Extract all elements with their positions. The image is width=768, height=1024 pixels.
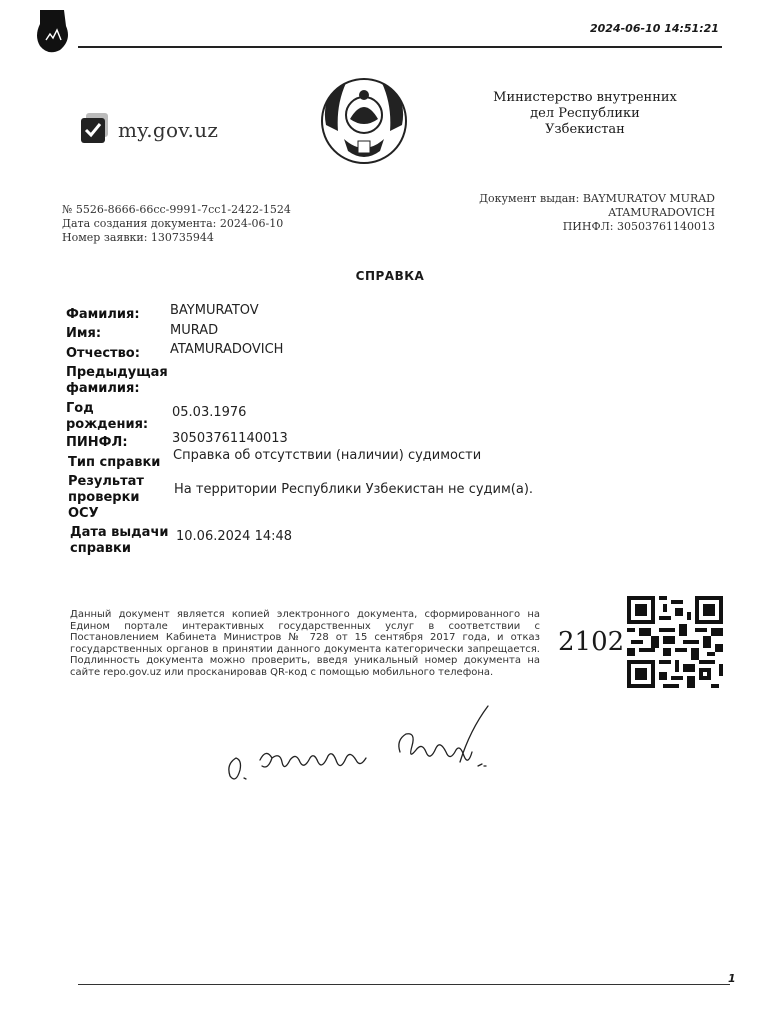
field-value-pinfl: 30503761140013: [172, 431, 288, 446]
qr-code-icon: [627, 596, 723, 692]
field-label-name: Имя:: [66, 326, 102, 341]
field-label-pinfl: ПИНФЛ:: [66, 435, 128, 450]
field-label-check-result: [68, 474, 144, 522]
document-created-date: Дата создания документа: 2024-06-10: [62, 217, 284, 230]
top-divider: [78, 46, 722, 48]
ministry-line: Министерство внутренних: [493, 90, 677, 105]
application-number: Номер заявки: 130735944: [62, 231, 214, 244]
issued-to: [440, 192, 715, 234]
ministry-name: [480, 90, 690, 138]
label-line: Результат: [68, 474, 144, 489]
label-line: фамилия:: [66, 381, 140, 396]
mygov-logo: [80, 112, 218, 148]
field-value-issue-date: 10.06.2024 14:48: [176, 529, 293, 544]
field-value-name: MURAD: [170, 323, 219, 338]
stamp-mark-icon: [34, 6, 72, 58]
issued-to-pinfl: ПИНФЛ: 30503761140013: [562, 220, 715, 233]
field-value-birth-year: 05.03.1976: [172, 405, 247, 420]
label-line: Дата выдачи: [70, 525, 169, 540]
bottom-divider: [78, 984, 730, 985]
label-line: проверки: [68, 490, 140, 505]
document-title: СПРАВКА: [355, 269, 425, 283]
label-line: Предыдущая: [66, 365, 168, 380]
field-label-surname: Фамилия:: [66, 307, 140, 322]
field-label-certificate-type: Тип справки: [68, 455, 161, 470]
field-label-patronymic: Отчество:: [66, 346, 140, 361]
document-meta: [62, 203, 291, 245]
label-line: Год: [66, 401, 94, 416]
label-line: рождения:: [66, 417, 149, 432]
issued-to-line: ATAMURADOVICH: [608, 206, 715, 219]
qr-number: 2102: [558, 627, 625, 657]
field-label-birth-year: [66, 401, 148, 433]
logo-text: my.gov.uz: [118, 118, 219, 142]
field-value-certificate-type: Справка об отсутствии (наличии) судимости: [173, 448, 482, 463]
field-value-patronymic: ATAMURADOVICH: [170, 342, 284, 357]
ministry-line: Узбекистан: [545, 122, 625, 137]
field-label-issue-date: [70, 525, 168, 557]
check-badge-icon: [80, 112, 110, 148]
ministry-line: дел Республики: [530, 106, 640, 121]
label-line: справки: [70, 541, 131, 556]
page-number: 1: [728, 972, 736, 985]
field-value-surname: BAYMURATOV: [170, 303, 259, 318]
issued-to-line: Документ выдан: BAYMURATOV MURAD: [479, 192, 715, 205]
disclaimer-text: Данный документ является копией электронного документа, сформированного на Едином портале интерактивных государственных услуг в соответствии с Постановлением Кабинета Министров № 728 от 15 сентября 2017 года, и отказ государственных органов в принятии данного документа категорически запрещается. Подлинность документа можно проверить, введя уникальный номер документа на сайте repo.gov.uz или просканировав QR-код с помощью мобильного телефона.: [70, 609, 540, 678]
document-number: № 5526-8666-66cc-9991-7cc1-2422-1524: [62, 203, 291, 216]
state-emblem-icon: [316, 75, 412, 171]
field-label-previous-surname: [66, 365, 168, 397]
label-line: ОСУ: [68, 506, 99, 521]
handwritten-signature: [220, 700, 510, 794]
print-timestamp: 2024-06-10 14:51:21: [590, 22, 719, 35]
field-value-check-result: На территории Республики Узбекистан не судим(а).: [174, 482, 534, 497]
